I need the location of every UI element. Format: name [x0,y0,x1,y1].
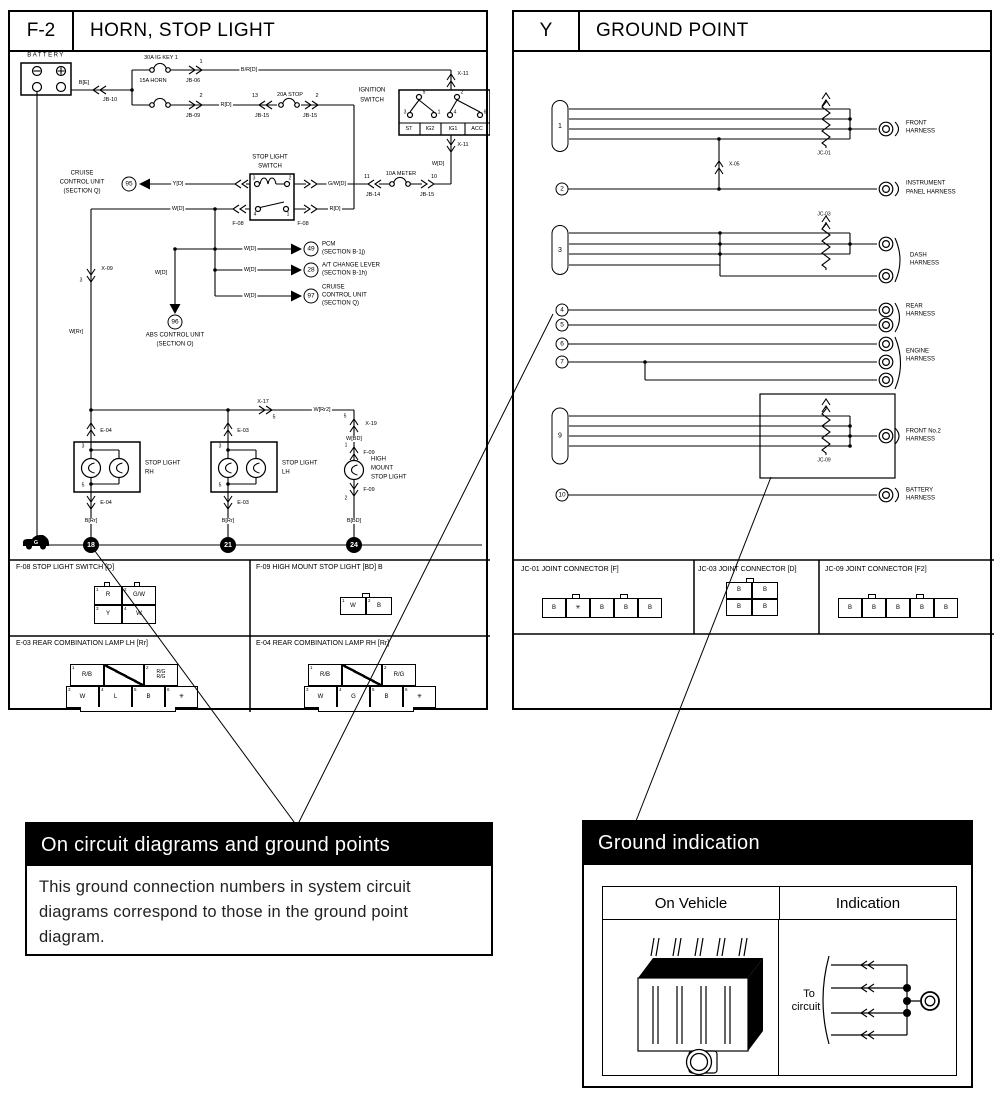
diagram-label: ABS CONTROL UNIT [145,332,205,339]
connector-cell [304,686,337,708]
diagram-label: 5 [81,482,85,489]
diagram-label: 5 [218,482,222,489]
pin-number: 5 [134,687,137,692]
panel-horn-stop-light [8,10,488,710]
connector-cell [590,598,614,618]
wire-color-code: B [871,604,876,611]
connector-cell [614,598,638,618]
diagram-label: DASH [910,252,927,259]
diagram-label: PANEL HARNESS [906,189,956,196]
diagram-label: BATTERY [27,52,65,59]
ground-point-id: 4 [556,304,569,317]
diagram-label: F-09 [363,486,375,493]
diagram-label: HARNESS [910,260,940,267]
diagram-label: HARNESS [906,311,936,318]
connector-cell [122,586,156,605]
ground-indication-header-row [603,887,956,920]
diagram-label: JB-15 [419,191,435,198]
connector-cell [144,664,178,686]
wire-color-code: L [113,693,118,700]
to-circuit-label: To [803,988,815,1000]
indication-drawing [779,920,957,1075]
diagram-label: (SECTION Q) [322,300,359,307]
section-ref: 97 [304,289,319,304]
pin-number: 2 [384,665,387,670]
diagram-label: HARNESS [906,356,936,363]
ground-point-id: 10 [556,489,569,502]
connector-cell [726,582,752,599]
connector-cell [934,598,958,618]
diagram-label: 13 [251,92,259,99]
wire-color-code: B [943,604,948,611]
diagram-label: R[D] [329,205,341,212]
connector-cell [70,664,104,686]
pin-number: 3 [306,687,309,692]
diagram-label: 3 [218,443,222,450]
diagram-label: X-11 [457,141,469,148]
callout-title: Ground indication [584,822,971,865]
diagram-title: GROUND POINT [596,20,749,41]
wire-color-code: R/G R/G [156,668,166,680]
wire-color-code: B [736,587,741,594]
diagram-label: 10A METER [385,170,417,177]
diagram-label: 3 [403,109,407,116]
diagram-label: 4 [253,211,257,218]
diagram-label: W[D] [171,205,185,212]
diagram-label: JB-15 [254,112,270,119]
diagram-label: CRUISE [70,170,94,177]
pin-number: 1 [342,598,345,603]
diagram-title: HORN, STOP LIGHT [90,20,276,41]
diagram-label: 3 [79,277,83,284]
diagram-code: Y [514,12,580,50]
diagram-label: 5 [422,89,426,96]
diagram-label: SWITCH [258,163,282,170]
diagram-label: RH [145,469,154,476]
column-header-on-vehicle: On Vehicle [603,887,780,919]
connector-table-title: JC-09 JOINT CONNECTOR [F2] [825,566,927,573]
connector-cell [366,597,392,615]
wire-color-code: B [762,587,767,594]
ground-point-id: 7 [556,356,569,369]
connector-cell [726,599,752,616]
diagram-label: 15A HORN [139,77,167,84]
diagram-label: HARNESS [906,436,936,443]
diagram-label: ENGINE [906,348,930,355]
diagram-label: 1 [199,58,203,65]
connector-table-title: E-04 REAR COMBINATION LAMP RH [Rr] [256,640,390,647]
connector-cell [403,686,436,708]
diagram-label: 5 [343,413,347,420]
diagram-label: STOP LIGHT [145,460,181,467]
wire-color-code: B [599,604,604,611]
diagram-label: ACC [471,125,483,132]
diagram-label: JC-01 [817,150,831,157]
diagram-label: E-04 [100,499,112,506]
diagram-label: IG1 [448,125,458,132]
diagram-label: INSTRUMENT [906,180,946,187]
ground-point-id: 9 [552,408,569,465]
wire-color-code: B [647,604,652,611]
diagram-label: W[D] [243,266,257,273]
diagram-label: E-04 [100,427,112,434]
wire-color-code: R [105,592,111,599]
ground-point-id: 5 [556,319,569,332]
diagram-label: JB-15 [302,112,318,119]
diagram-label: X-09 [101,265,113,272]
diagram-label: STOP LIGHT [252,154,288,161]
diagram-label: X-17 [257,398,269,405]
wire-color-code: ✳ [178,693,185,700]
panel-ground-point [512,10,992,710]
diagram-label: FRONT No.2 [906,428,941,435]
diagram-label: 2 [344,495,348,502]
wire-color-code: W [136,611,142,618]
diagram-label: W[D] [243,292,257,299]
diagram-label: JC-03 [817,211,831,218]
diagram-label: R[D] [220,101,232,108]
diagram-label: W[D] [243,245,257,252]
wire-color-code: B [736,604,741,611]
connector-cell [122,605,156,624]
diagram-label: Y[D] [172,180,184,187]
diagram-label: 3 [252,175,256,182]
pin-number: 3 [96,606,99,611]
section-ref: 49 [304,242,319,257]
ground-point-ref: 18 [83,537,99,553]
diagram-label: (SECTION O) [156,341,194,348]
wire-color-code: R/B [81,671,92,678]
wire-color-code: B [376,602,381,609]
diagram-label: LH [282,469,290,476]
diagram-label: E-03 [237,499,249,506]
wire-color-code: B [847,604,852,611]
diagram-label: REAR [906,303,923,310]
wire-color-code: B [762,604,767,611]
diagram-label: BATTERY [906,487,934,494]
diagram-label: JB-09 [185,112,201,119]
callout-body-line: This ground connection numbers in system circuit [39,878,411,896]
callout-ground-indication [582,820,973,1088]
diagram-label: 6 [483,109,487,116]
ground-point-id: 1 [552,100,569,152]
diagram-label: JB-06 [185,77,201,84]
connector-table-title: F-08 STOP LIGHT SWITCH [D] [16,564,115,571]
pin-number: 1 [310,665,313,670]
connector-cell-blocked [104,664,144,686]
wire-color-code: Y [105,611,110,618]
connector-table-title: JC-03 JOINT CONNECTOR [D] [698,566,797,573]
diagram-label: CONTROL UNIT [322,292,367,299]
diagram-label: 2 [288,175,292,182]
section-ref: 95 [122,177,137,192]
right-diagram-annotations [514,12,990,708]
diagram-label: HARNESS [906,128,936,135]
wire-color-code: B [919,604,924,611]
pin-number: 3 [68,687,71,692]
wire-color-code: B [623,604,628,611]
connector-cell [370,686,403,708]
pin-number: 2 [146,665,149,670]
callout-body [27,866,491,959]
connector-table-title: E-03 REAR COMBINATION LAMP LH [Rr] [16,640,148,647]
diagram-label: B/R[D] [240,66,258,73]
connector-cell [752,582,778,599]
diagram-label: X-19 [365,420,377,427]
left-diagram-annotations [10,12,486,708]
connector-cell [566,598,590,618]
diagram-label: CRUISE [322,284,345,291]
callout-title: On circuit diagrams and ground points [27,824,491,866]
diagram-label: B[Rr] [221,517,235,524]
wire-color-code: B [551,604,556,611]
ground-indication-table [602,886,957,1076]
ground-point-id: 6 [556,338,569,351]
connector-cell [862,598,886,618]
diagram-label: 2 [199,92,203,99]
diagram-label: SWITCH [360,97,384,104]
diagram-label: B[E] [78,79,90,86]
diagram-label: W[D] [154,269,168,276]
diagram-label: 2 [460,89,464,96]
to-circuit-label: circuit [791,1001,821,1013]
joint-connector-3d-icon [603,920,778,1075]
diagram-label: STOP LIGHT [371,474,407,481]
connector-cell [308,664,342,686]
connector-cell [94,586,122,605]
diagram-label: IGNITION [358,87,386,94]
diagram-label: 20A STOP [277,91,303,98]
diagram-label: 4 [453,109,457,116]
wire-color-code: ✳ [416,693,423,700]
connector-base [318,707,414,712]
diagram-label: 1 [437,109,441,116]
pin-number: 6 [167,687,170,692]
connector-cell [132,686,165,708]
diagram-label: PCM [322,241,336,248]
diagram-label: G/W[D] [327,180,347,187]
connector-cell [752,599,778,616]
diagram-label: JC-09 [817,457,831,464]
diagram-label: 10 [430,173,438,180]
diagram-label: MOUNT [371,465,393,472]
diagram-label: 30A IG KEY 1 [144,54,178,61]
callout-circuit-ground-points [25,822,493,956]
connector-cell [99,686,132,708]
pin-number: 4 [124,606,127,611]
connector-cell [838,598,862,618]
ground-point-ref: 24 [346,537,362,553]
diagram-label: W[Rr] [68,328,84,335]
diagram-label: HIGH [371,456,386,463]
connector-cell [638,598,662,618]
wire-color-code: ✳ [575,604,581,611]
pin-number: 4 [101,687,104,692]
diagram-label: B[Rr] [84,517,98,524]
diagram-label: IG2 [425,125,435,132]
section-ref: 28 [304,263,319,278]
pin-number: 1 [72,665,75,670]
diagram-label: FRONT [906,120,927,127]
diagram-label: ST [405,125,413,132]
diagram-label: F-09 [363,449,375,456]
connector-cell-blocked [342,664,382,686]
pin-number: 2 [124,587,127,592]
diagram-label: G [33,539,39,546]
pin-number: 1 [96,587,99,592]
connector-cell [382,664,416,686]
connector-base [80,707,176,712]
connector-cell [910,598,934,618]
connector-cell [94,605,122,624]
connector-cell [542,598,566,618]
diagram-label: W[BD] [346,435,362,442]
diagram-label: W[Rr2] [313,406,331,413]
diagram-label: (SECTION B-1h) [322,270,368,277]
diagram-label: (SECTION B-1j) [322,249,366,256]
diagram-label: (SECTION Q) [63,188,101,195]
column-header-indication: Indication [835,894,901,912]
connector-cell [337,686,370,708]
connector-cell [886,598,910,618]
connector-table-title: F-09 HIGH MOUNT STOP LIGHT [BD] B [256,564,383,571]
diagram-label: A/T CHANGE LEVER [322,262,380,269]
diagram-label: W[D] [431,160,445,167]
diagram-label: 11 [364,173,370,180]
pin-number: 2 [368,598,371,603]
ground-point-id: 3 [552,225,569,275]
diagram-label: F-08 [232,220,244,227]
pin-number: 6 [405,687,408,692]
diagram-label: X-11 [457,70,469,77]
connector-cell [165,686,198,708]
diagram-label: HARNESS [906,495,936,502]
callout-body-line: diagram. [39,928,105,946]
diagram-label: B[BD] [346,517,362,524]
wire-color-code: G [351,693,356,700]
wire-color-code: R/B [319,671,330,678]
ground-point-id: 2 [556,183,569,196]
diagram-label: 3 [81,443,85,450]
diagram-label: STOP LIGHT [282,460,318,467]
connector-table-title: JC-01 JOINT CONNECTOR [F] [521,566,619,573]
connector-cell [66,686,99,708]
diagram-label: 1 [286,211,290,218]
diagram-label: E-03 [237,427,249,434]
diagram-label: JB-10 [102,96,118,103]
pin-number: 5 [372,687,375,692]
wire-color-code: B [895,604,900,611]
diagram-label: 5 [272,414,276,421]
connector-cell [340,597,366,615]
wire-color-code: R/G [393,671,405,678]
wire-color-code: G/W [133,592,145,599]
diagram-label: CONTROL UNIT [59,179,105,186]
diagram-label: JB-14 [365,191,381,198]
section-ref: 96 [168,315,183,330]
diagram-label: 1 [344,442,348,449]
diagram-label: X-05 [729,161,740,168]
pin-number: 4 [339,687,342,692]
diagram-label: 2 [315,92,319,99]
wire-color-code: B [146,693,151,700]
wire-color-code: W [350,602,356,609]
ground-point-ref: 21 [220,537,236,553]
callout-body-line: diagrams correspond to those in the ground point [39,903,409,921]
wire-color-code: W [317,693,324,700]
wire-color-code: B [384,693,389,700]
on-vehicle-drawing [603,920,779,1075]
diagram-code: F-2 [10,12,74,50]
wire-color-code: W [79,693,86,700]
diagram-label: F-08 [297,220,309,227]
